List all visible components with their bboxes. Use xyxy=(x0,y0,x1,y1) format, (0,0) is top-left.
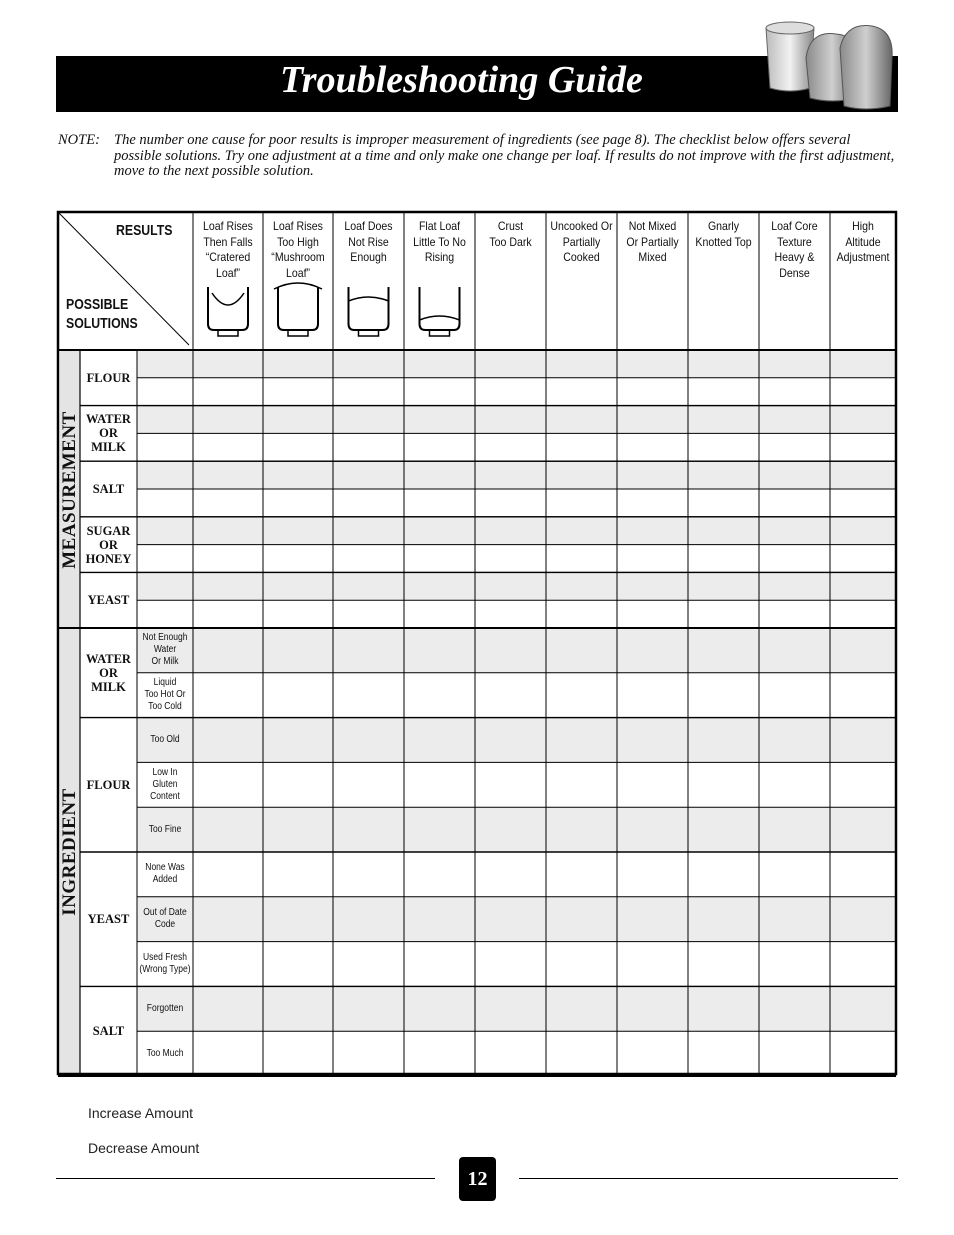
footer-rule-left xyxy=(56,1178,435,1179)
cratered-loaf-icon xyxy=(208,287,248,336)
shaded-row xyxy=(137,897,896,942)
shaded-row xyxy=(137,461,896,489)
shaded-row xyxy=(137,628,896,673)
shaded-row xyxy=(137,718,896,763)
solution-sub-label: Forgotten xyxy=(146,1002,184,1014)
column-header-4: Flat Loaf Little To No Rising xyxy=(413,219,466,264)
column-header-10: High Altitude Adjustment xyxy=(836,219,890,264)
solution-sub-label: Too Fine xyxy=(148,823,182,835)
section-label-ingredient: INGREDIENT xyxy=(59,788,80,916)
note-text: The number one cause for poor results is improper measurement of ingredients (see page 8). The checklist below offers several possible solutions. Try one adjustment at a time and only make one change per loaf. If results do not improve with the first adjustment, move to the next possible solution. xyxy=(114,132,895,179)
solution-sub-label: Not Enough Water Or Milk xyxy=(142,632,188,668)
solution-sub-label: Out of Date Code xyxy=(143,907,187,931)
solution-sub-label: Low In Gluten Content xyxy=(150,766,180,802)
shaded-row xyxy=(137,350,896,378)
column-header-3: Loaf Does Not Rise Enough xyxy=(344,219,393,264)
column-header-9: Loaf Core Texture Heavy & Dense xyxy=(771,219,818,280)
column-header-5: Crust Too Dark xyxy=(489,219,532,249)
note-label: NOTE: xyxy=(58,132,100,148)
shaded-row xyxy=(137,986,896,1031)
solution-sub-label: None Was Added xyxy=(145,862,185,886)
ingredient-group-label: SUGAR OR HONEY xyxy=(85,523,132,566)
ingredient-group-label: YEAST xyxy=(87,912,130,927)
ingredient-group-label: SALT xyxy=(92,482,125,496)
low-rise-loaf-icon xyxy=(349,287,389,336)
mushroom-loaf-icon xyxy=(274,283,322,336)
ingredient-group-label: YEAST xyxy=(87,593,130,608)
solution-sub-label: Liquid Too Hot Or Too Cold xyxy=(144,677,186,713)
column-header-1: Loaf Rises Then Falls “Cratered Loaf” xyxy=(203,219,253,280)
shaded-row xyxy=(137,572,896,600)
possible-label: POSSIBLE xyxy=(66,296,129,313)
ingredient-group-label: FLOUR xyxy=(86,777,131,792)
solution-sub-label: Too Much xyxy=(146,1047,184,1059)
legend-decrease: Decrease Amount xyxy=(88,1140,200,1156)
solution-sub-label: Too Old xyxy=(150,734,180,745)
column-header-8: Gnarly Knotted Top xyxy=(695,219,752,249)
shaded-row xyxy=(137,406,896,434)
solution-sub-label: Used Fresh (Wrong Type) xyxy=(139,952,191,975)
results-heading: RESULTS xyxy=(116,222,173,239)
section-label-measurement: MEASUREMENT xyxy=(59,411,80,569)
legend-increase: Increase Amount xyxy=(88,1105,194,1121)
ingredient-group-label: WATER OR MILK xyxy=(86,651,131,694)
shaded-row xyxy=(137,807,896,852)
solutions-label: SOLUTIONS xyxy=(66,315,138,332)
ingredient-group-label: FLOUR xyxy=(86,370,131,385)
possible-solutions-heading xyxy=(66,295,138,333)
page-number: 12 xyxy=(459,1157,496,1201)
column-header-2: Loaf Rises Too High “Mushroom Loaf” xyxy=(271,219,325,280)
shaded-row xyxy=(137,517,896,545)
ingredient-group-label: SALT xyxy=(92,1024,125,1039)
page-title: Troubleshooting Guide xyxy=(280,59,643,101)
column-header-7: Not Mixed Or Partially Mixed xyxy=(626,219,679,264)
column-header-6: Uncooked Or Partially Cooked xyxy=(550,219,613,264)
footer-rule-right xyxy=(519,1178,898,1179)
flat-loaf-icon xyxy=(420,287,460,336)
ingredient-group-label: WATER OR MILK xyxy=(86,412,131,455)
